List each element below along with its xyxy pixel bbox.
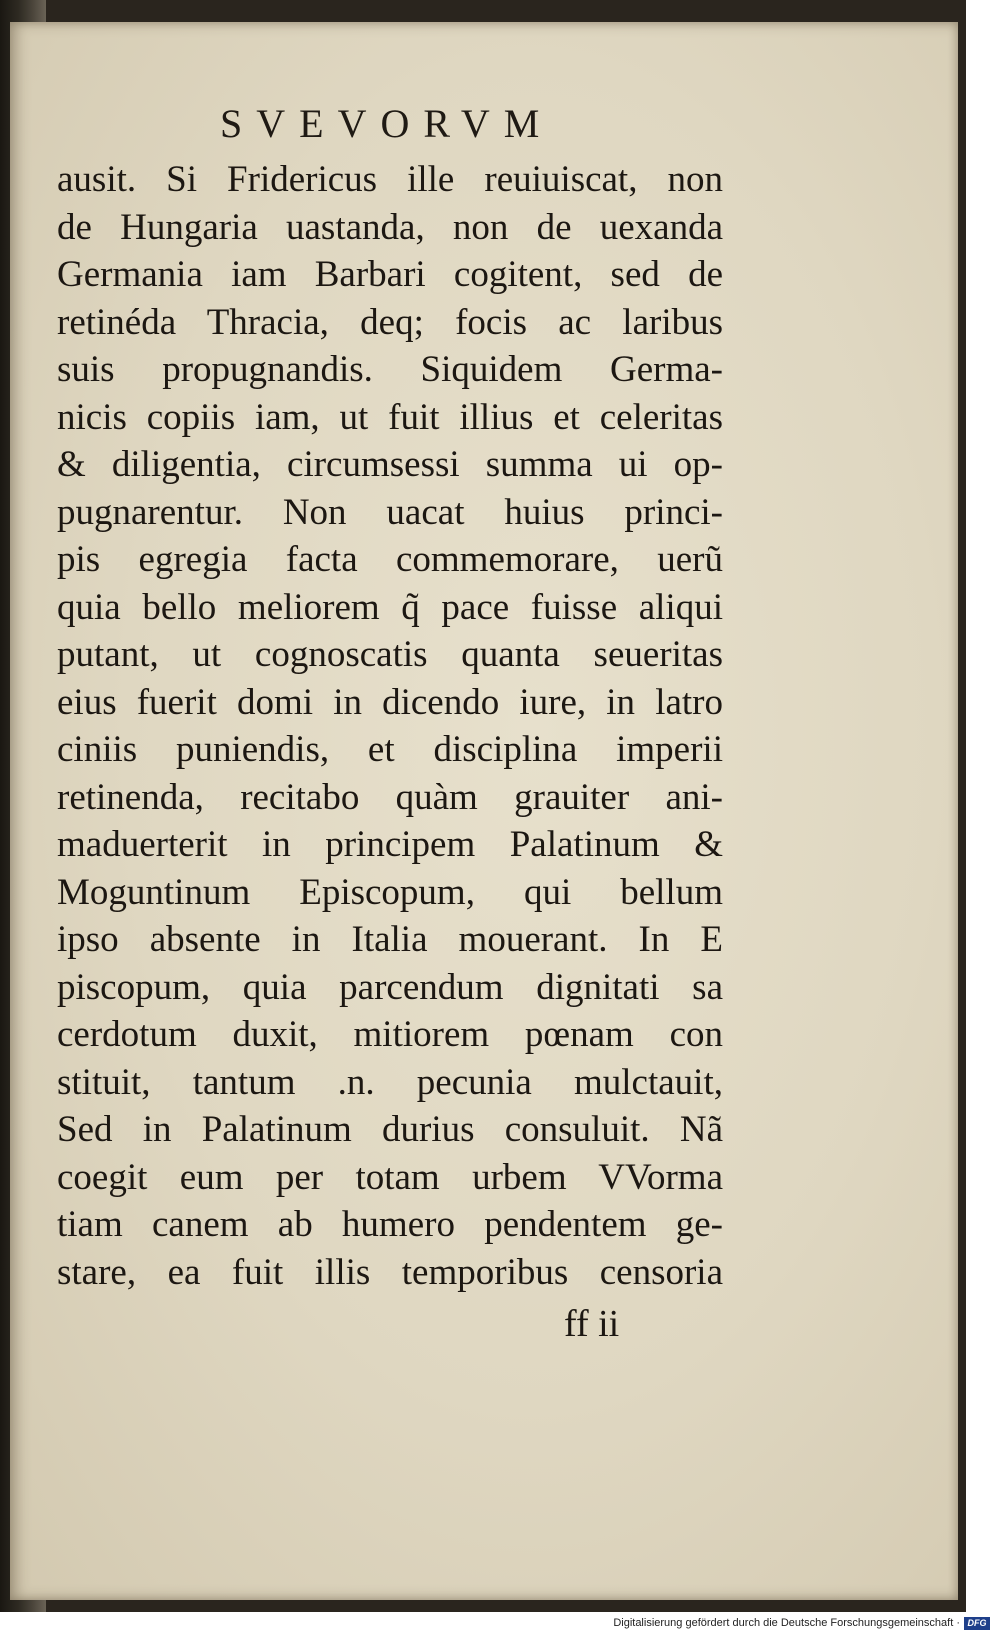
text-line: piscopum, quia parcendum dignitati sa: [57, 966, 723, 1008]
text-line: ciniis puniendis, et disciplina imperii: [57, 729, 723, 770]
text-line: & diligentia, circumsessi summa ui op-: [57, 444, 723, 485]
signature-mark: ff ii: [564, 1303, 620, 1345]
text-line: pis egregia facta commemorare, uerũ: [57, 539, 723, 580]
text-line: cerdotum duxit, mitiorem pœnam con: [57, 1014, 723, 1055]
text-line: tiam canem ab humero pendentem ge-: [57, 1204, 723, 1245]
text-line: eius fuerit domi in dicendo iure, in latro: [57, 681, 723, 723]
text-line: Sed in Palatinum durius consuluit. Nã: [57, 1109, 723, 1150]
digitization-footer: [0, 1612, 1000, 1637]
book-page: [10, 22, 958, 1600]
text-block: [57, 156, 723, 1296]
text-line: putant, ut cognoscatis quanta seueritas: [57, 634, 723, 675]
text-line: Moguntinum Episcopum, qui bellum: [57, 871, 723, 913]
dfg-logo: DFG: [964, 1617, 990, 1630]
funding-notice: Digitalisierung gefördert durch die Deutsche Forschungsgemeinschaft ·: [613, 1617, 960, 1629]
text-line: de Hungaria uastanda, non de uexanda: [57, 206, 723, 248]
text-line: stare, ea fuit illis temporibus censoria: [57, 1251, 723, 1293]
text-line: maduerterit in principem Palatinum &: [57, 824, 723, 865]
text-line: suis propugnandis. Siquidem Germa-: [57, 349, 723, 390]
running-head: SVEVORVM: [220, 101, 554, 146]
text-line: retinéda Thracia, deq; focis ac laribus: [57, 301, 723, 343]
text-line: retinenda, recitabo quàm grauiter ani-: [57, 776, 723, 818]
text-line: pugnarentur. Non uacat huius princi-: [57, 491, 723, 533]
text-line: ausit. Si Fridericus ille reuiuiscat, non: [57, 159, 723, 200]
text-line: coegit eum per totam urbem VVorma: [57, 1156, 723, 1198]
text-line: ipso absente in Italia mouerant. In E: [57, 919, 723, 960]
text-line: Germania iam Barbari cogitent, sed de: [57, 254, 723, 295]
text-line: quia bello meliorem q̃ pace fuisse aliqui: [57, 586, 723, 628]
text-line: nicis copiis iam, ut fuit illius et celeritas: [57, 396, 723, 438]
text-line: stituit, tantum .n. pecunia mulctauit,: [57, 1061, 723, 1103]
